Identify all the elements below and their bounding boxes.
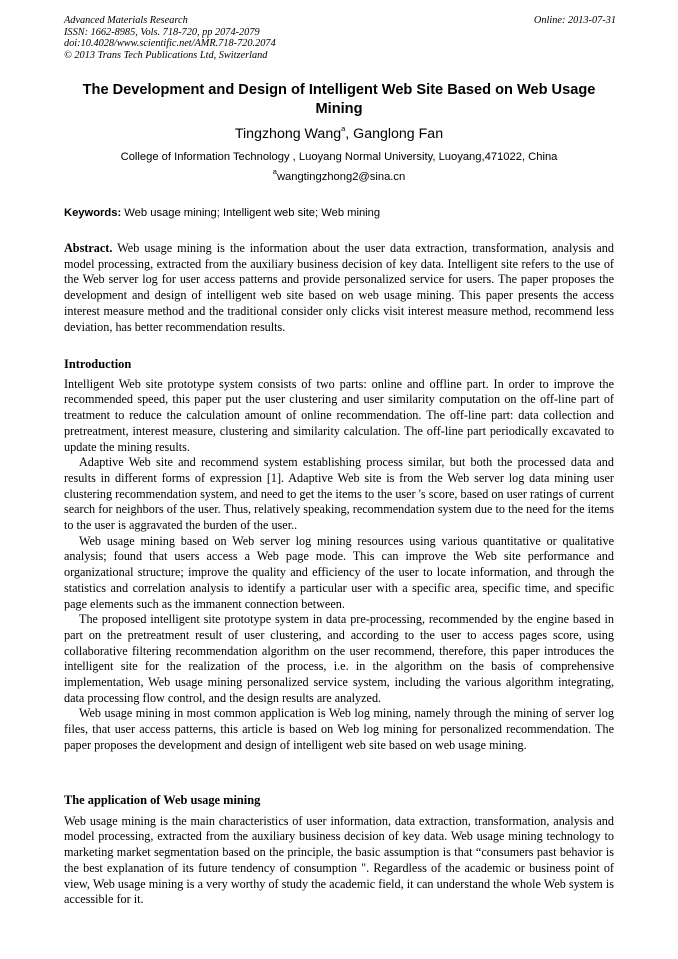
online-date: Online: 2013-07-31 (533, 15, 616, 26)
author-first: Tingzhong Wang (234, 126, 342, 142)
copyright-line: © 2013 Trans Tech Publications Ltd, Switzerland (64, 49, 268, 61)
introduction-section (64, 357, 614, 754)
journal-name: Advanced Materials Research (64, 15, 188, 26)
keywords-label: Keywords: (64, 207, 122, 219)
doi-line: doi:10.4028/www.scientific.net/AMR.718-720.2074 (64, 38, 276, 49)
author-line (64, 125, 614, 143)
author-first-superscript: a (341, 124, 346, 134)
introduction-paragraph: Adaptive Web site and recommend system establishing process similar, but both the processed data and results in different forms of expression [1]. Adaptive Web site is from the Web server log data mining user clustering recommendation system, and need to get the items to the user 's score, based on user ratings of current search for neighbors of the user. Thus, relatively speaking, recommendation system due to the need for the items to the user is aggravated the burden of the user.. (64, 455, 614, 533)
email-address: wangtingzhong2@sina.cn (276, 171, 406, 183)
keywords (64, 206, 614, 220)
introduction-heading: Introduction (64, 357, 132, 371)
application-heading: The application of Web usage mining (64, 793, 261, 807)
abstract (64, 241, 614, 335)
author-rest: , Ganglong Fan (345, 126, 444, 142)
introduction-paragraph: The proposed intelligent site prototype system in data pre-processing, recommended by the engine based in part on the pretreatment result of user clustering, and according to the user to access pages score, using collaborative filtering recommendation algorithm on the user recommend, therefore, this paper introduces the intelligent site for the realization of the process, i.e. in the algorithm on the basis of comprehensive implementation, Web usage mining personalized service system, including the various algorithm integrating, data processing flow control, and the design results are analyzed. (64, 612, 614, 705)
application-paragraph: Web usage mining is the main characteristics of user information, data extraction, transformation, analysis and model processing, extracted from the auxiliary business decision of key data. Web usage mining technology to marketing market segmentation based on the principle, the basic assumption is that “consumers past behavior is the best explanation of its future tendency of consumption ". Regardless of the academic or business point of view, Web usage mining is a very worthy of study the academic field, it can understand the whole Web system is accessible for it. (64, 813, 614, 907)
email-superscript: a (272, 167, 277, 177)
application-section (64, 793, 614, 908)
introduction-paragraph: Intelligent Web site prototype system consists of two parts: online and offline part. In order to improve the recommended speed, this paper put the user clustering and user similarity computation on the off-line part of treatment to reduce the calculation amount of online recommendation. The off-line part: data collection and pretreatment, interest measure, clustering and similarity calculation. The off-line part periodically excavated to update the mining results. (64, 376, 614, 454)
keywords-text: Web usage mining; Intelligent web site; Web mining (121, 207, 381, 219)
email-line (64, 167, 614, 184)
introduction-paragraph: Web usage mining based on Web server log mining resources using various quantitative or qualitative analysis; found that users access a Web page mode. This can improve the Web site performance and organizational structure; improve the quality and efficiency of the user to locate information, and through the statistics and correlation analysis to identify a particular user with a specific area, specific time, and specific page elements such as the immanent connection between. (64, 533, 614, 611)
paper-title: The Development and Design of Intelligent Web Site Based on Web Usage Mining (82, 82, 596, 117)
abstract-label: Abstract. (64, 241, 113, 255)
introduction-paragraph: Web usage mining in most common application is Web log mining, namely through the mining of server log files, that user access patterns, this article is based on Web log mining for personalized recommendation. The paper proposes the development and design of intelligent web site based on web usage mining. (64, 706, 614, 752)
affiliation: College of Information Technology , Luoyang Normal University, Luoyang,471022, China (120, 151, 558, 163)
issn-line: ISSN: 1662-8985, Vols. 718-720, pp 2074-2079 (64, 26, 260, 38)
journal-header (64, 15, 616, 61)
abstract-text: Web usage mining is the information about the user data extraction, transformation, analysis and model processing, extracted from the auxiliary business decision of key data. Intelligent site refers to the use of the Web server log for user access patterns and provide personalized service for users. The paper proposes the development and design of intelligent web site based on web usage mining. This paper presents the access interest measure method and the traditional consider only clicks visit interest measure method, recommend less deviation, has better recommendation results. (64, 241, 614, 334)
